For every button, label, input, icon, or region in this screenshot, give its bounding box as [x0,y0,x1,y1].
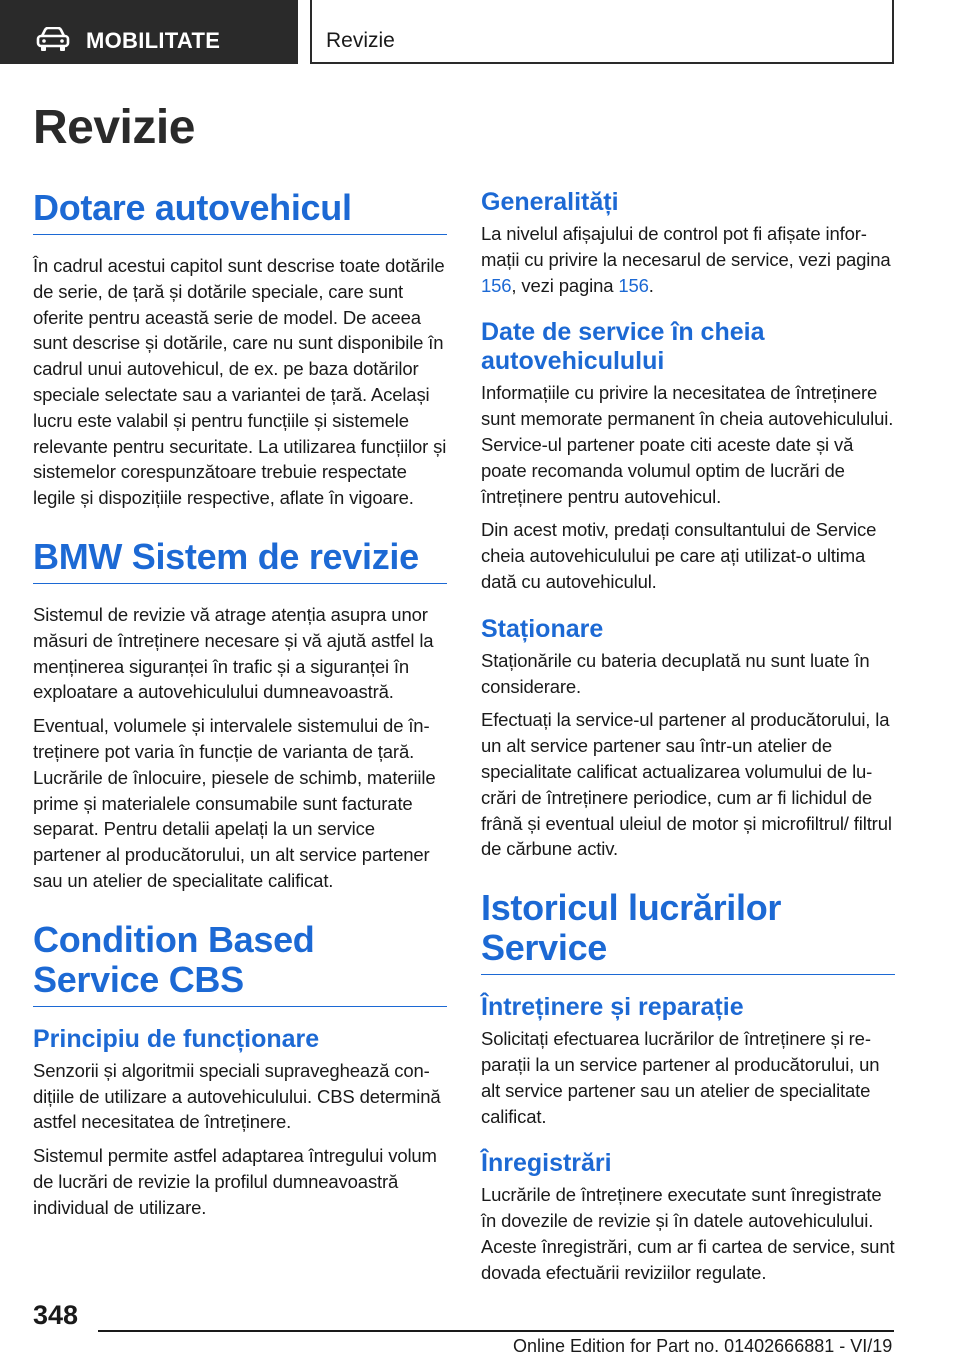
paragraph-date-2: Din acest motiv, predați consultantului de Service cheia autovehiculului pe care ați utilizat-o ultima dată cu autovehiculul. [481,519,877,592]
subheading-intretinere: Întreținere și reparație [481,993,744,1022]
footer-divider [98,1330,894,1332]
paragraph-principiu-2: Sistemul permite astfel adaptarea întregului volum de lucrări de revizie la profilul dumneavoastră individual de utilizare. [33,1145,437,1218]
page-link-156-2[interactable]: 156 [618,274,649,296]
chapter-tab [310,0,894,64]
page-title: Revizie [33,101,195,154]
section-label: MOBILITATE [86,28,221,53]
subheading-principiu: Principiu de funcționare [33,1024,320,1053]
car-icon [36,27,70,53]
section-tab [0,0,298,64]
subheading-inregistrari: Înregistrări [481,1149,612,1178]
subheading-generalitati: Generalități [481,188,619,216]
page-link-156[interactable]: 156 [481,274,512,296]
heading-condition-based-service: Condition Based Service CBS [33,920,447,1007]
paragraph-inregistrari: Lucrările de întreținere executate sunt înregistrate în dovezile de revizie și în datele autovehiculului. Aceste înregistrări, cum ar fi cartea de service, sunt dovada efectuării reviziilor regulate. [481,1184,895,1283]
paragraph-stationare-1: Staționările cu bateria decuplată nu sunt luate în considerare. [481,649,870,697]
subheading-date-service: Date de service în cheia autovehiculului [481,318,765,376]
paragraph-sistem-1: Sistemul de revizie vă atrage atenția asupra unor măsuri de întreținere necesare și vă ajută astfel la menținerea siguranței în trafic și a siguranței în exploatare a autovehiculului dumneavoastră. [33,603,434,703]
paragraph-dotare: În cadrul acestui capitol sunt descrise toate dotările de serie, de țară și dotările speciale, care sunt oferite pentru această serie de model. De aceea sunt descrise și dotările, care nu sunt disponibile în cadrul unui autovehicul, de ex. pe baza dotărilor speciale selectate sau a variantei de țară. Același lucru este valabil și pentru funcțiile și sistemele relevante pentru securitate. La utilizarea funcțiilor și sistemelor corespunzătoare trebuie respectate legile și dispozițiile respective, aflate în vigoare. [33,255,447,509]
chapter-label: Revizie [326,29,395,52]
page-number: 348 [33,1300,79,1330]
paragraph-generalitati: La nivelul afișajului de control pot fi afișate informații cu privire la necesarul de service, vezi pagina 156, vezi pagina 156. [481,223,891,296]
paragraph-stationare-2: Efectuați la service-ul partener al producătorului, la un alt service partener sau într-un atelier de specialitate calificat actualizarea volumului de lucrări de întreținere periodice, cum ar fi lichidul de frână și eventual uleiul de motor și microfiltrul/ filtrul de cărbune activ. [481,709,892,860]
left-column [33,188,447,1229]
heading-bmw-sistem-revizie: BMW Sistem de revizie [33,537,447,584]
footer-edition: Online Edition for Part no. 01402666881 - VI/19 [513,1336,893,1356]
heading-istoricul-lucrarilor: Istoricul lucrărilor Service [481,888,895,975]
paragraph-date-1: Informațiile cu privire la necesitatea de întreținere sunt memorate permanent în cheia autovehiculului. Service-ul partener poate citi aceste date și vă poate recomanda volumul optim de lucrări de întreținere pentru autovehicul. [481,382,894,507]
subheading-stationare: Staționare [481,614,604,643]
heading-dotare-autovehicul: Dotare autovehicul [33,188,447,235]
paragraph-sistem-2: Eventual, volumele și intervalele sistemului de întreținere pot varia în funcție de varianta de țară. Lucrările de înlocuire, piesele de schimb, materiile prime și materialele consumabile sunt facturate separat. Pentru detalii apelați la un service partener al producătorului, un alt service partener sau un atelier de specialitate calificat. [33,715,436,891]
right-column [481,188,895,1294]
paragraph-intretinere: Solicitați efectuarea lucrărilor de întreținere și reparații la un service partener al producătorului, un alt service partener sau un atelier de specialitate calificat. [481,1028,880,1127]
paragraph-principiu-1: Senzorii și algoritmii speciali supraveghează condițiile de utilizare a autovehiculului. CBS determină astfel necesitatea de întreținere. [33,1059,441,1133]
